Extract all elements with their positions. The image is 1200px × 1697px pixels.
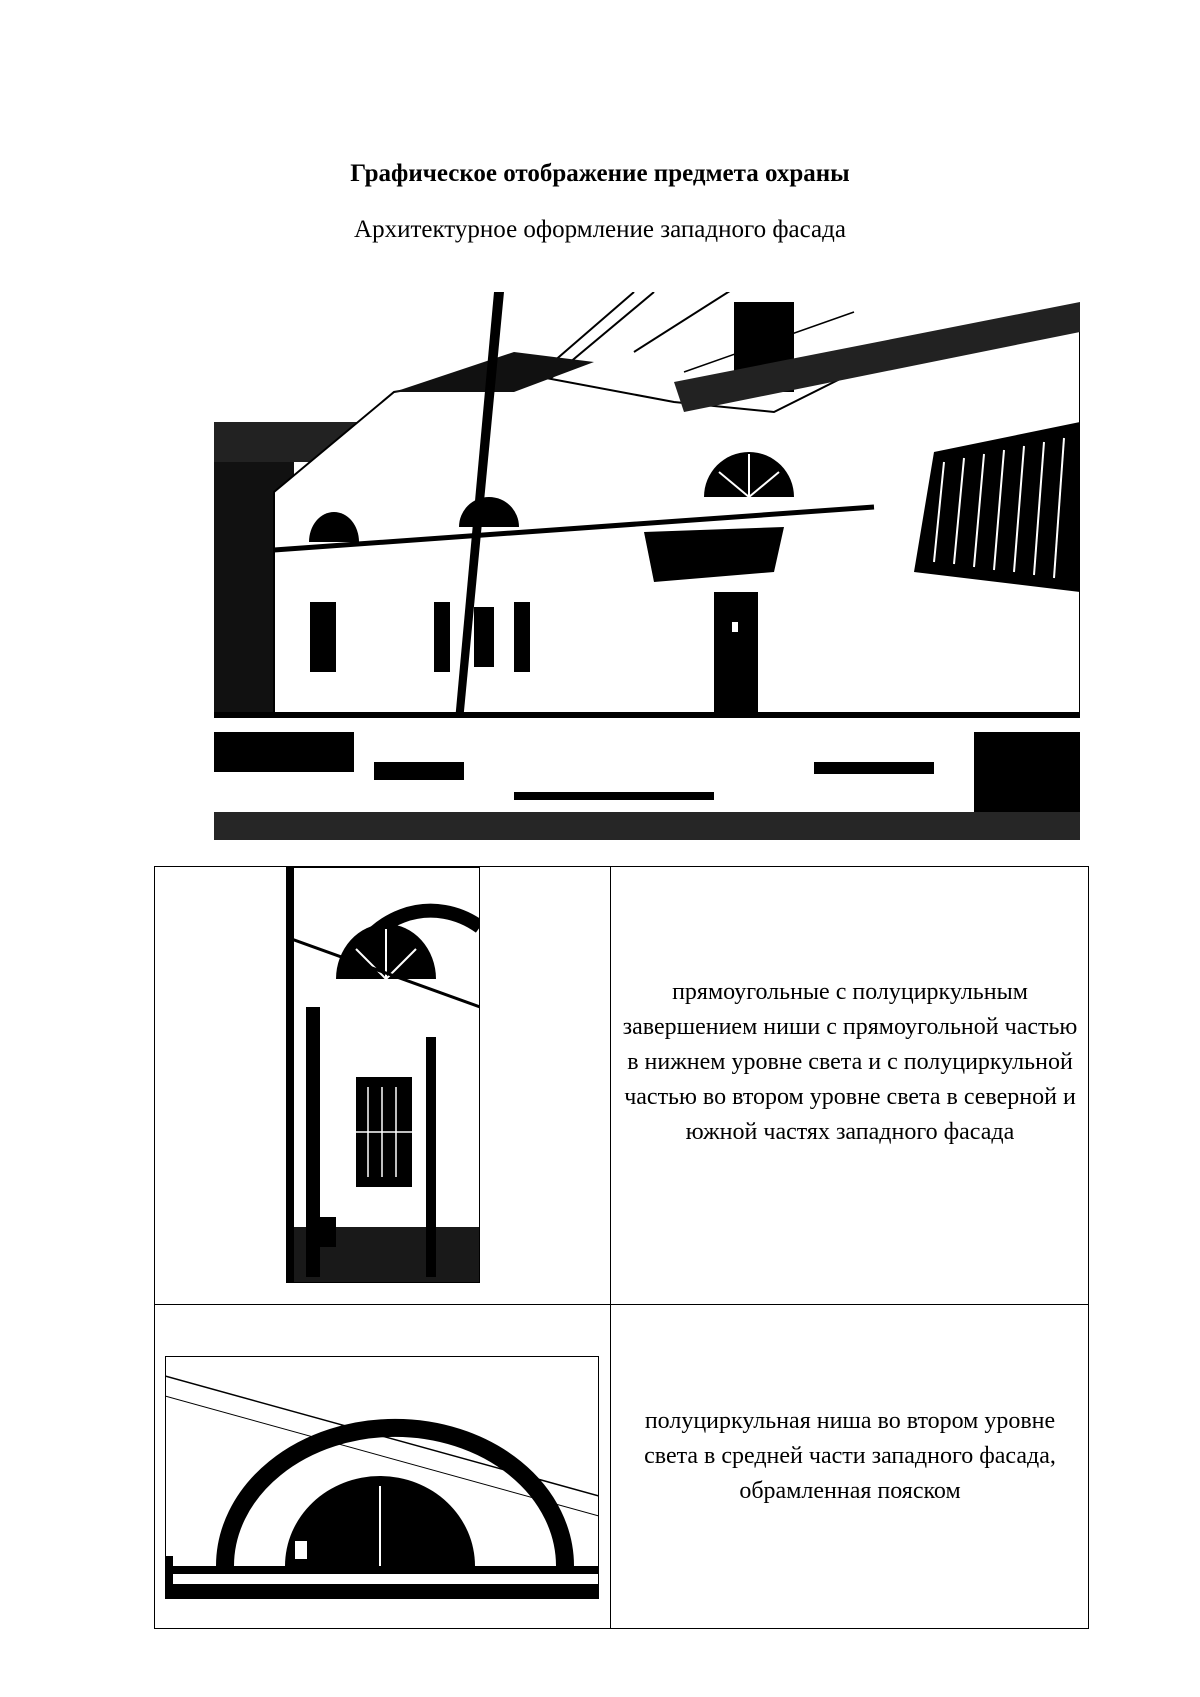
photo-semicircular-niche <box>165 1356 599 1599</box>
photo-niches-rectangular-semicircular <box>286 867 480 1283</box>
feature-table <box>154 866 1089 1629</box>
table-row-description: полуциркульная ниша во втором уровне света в средней части западного фасада, обрамленная пояском <box>644 1408 1056 1504</box>
page-subtitle: Архитектурное оформление западного фасада <box>354 216 846 243</box>
table-row-divider <box>155 1304 1088 1305</box>
facade-photo <box>214 292 1080 840</box>
table-row-description: прямоугольные с полуциркульным завершением ниши с прямоугольной частью в нижнем уровне света и с полуциркульной частью во втором уровне света в северной и южной частях западного фасада <box>622 979 1078 1145</box>
table-column-divider <box>610 867 611 1628</box>
page-title: Графическое отображение предмета охраны <box>350 160 850 187</box>
